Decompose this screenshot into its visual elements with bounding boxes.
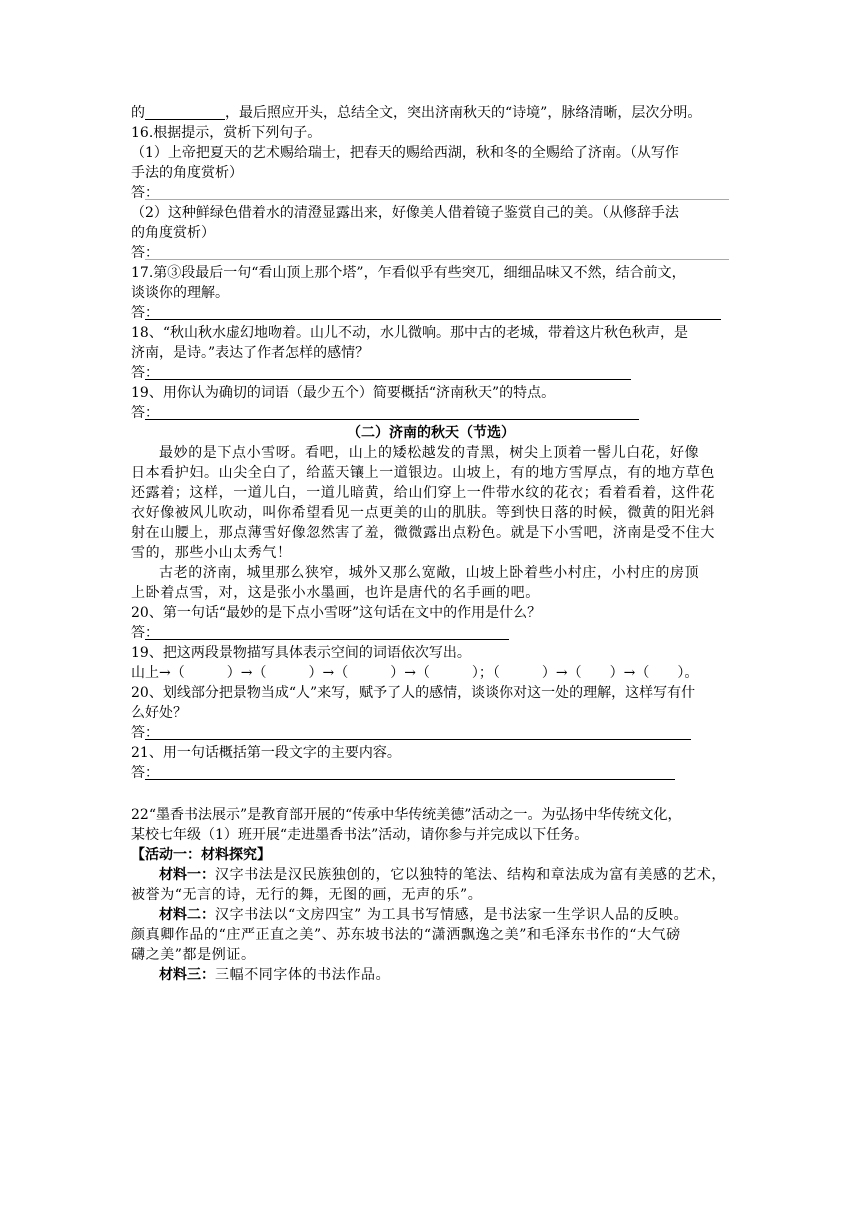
- activity-1-heading: 【活动一：材料探究】: [131, 847, 271, 863]
- answer-label: 答：: [131, 365, 159, 381]
- question-16-item1-line1: （1）上帝把夏天的艺术赐给瑞士，把春天的赐给西湖，秋和冬的全赐给了济南。（从写作: [131, 145, 679, 161]
- passage-p1-line: 衣好像被风儿吹动，叫你希望看见一点更美的山的肌肤。等到快日落的时候，微黄的阳光斜: [131, 505, 715, 521]
- question-20b-line2: 么好处？: [131, 705, 187, 721]
- material-2-label: 材料二：: [159, 907, 215, 923]
- question-17-line1: 17.第③段最后一句“看山顶上那个塔”，乍看似乎有些突兀，细细品味又不然，结合前文，: [131, 265, 686, 281]
- question-19a: 19、用你认为确切的词语（最少五个）简要概括“济南秋天”的特点。: [131, 385, 556, 401]
- answer-20b[interactable]: [131, 723, 731, 743]
- material-2-line3: 礴之美”都是例证。: [131, 947, 256, 963]
- question-19b-blanks[interactable]: 山上→（ ）→（ ）→（ ）→（ ）；（ ）→（ ）→（ ）。: [131, 665, 699, 681]
- continued-answer-line: [131, 103, 731, 123]
- question-16-item1-line2: 手法的角度赏析）: [131, 165, 243, 181]
- passage: [131, 443, 731, 603]
- answer-rule: [145, 419, 639, 420]
- answer-21[interactable]: [131, 763, 731, 783]
- question-18-line2: 济南，是诗。”表达了作者怎样的感情？: [131, 345, 370, 361]
- answer-rule: [145, 779, 675, 780]
- answer-label: 答：: [131, 625, 159, 641]
- material-1-label: 材料一：: [159, 867, 215, 883]
- spacer: [131, 783, 731, 805]
- answer-18[interactable]: [131, 363, 731, 383]
- material-3-line1: [131, 965, 731, 985]
- passage-p2-line: 古老的济南，城里那么狭窄，城外又那么宽敞，山坡上卧着些小村庄，小村庄的房顶: [159, 565, 700, 581]
- answer-label: 答：: [131, 765, 159, 781]
- question-18-line1: 18、“秋山秋水虚幻地吻着。山儿不动，水儿微响。那中古的老城，带着这片秋色秋声，是: [131, 325, 688, 341]
- passage-p2-line: 上卧着点雪，对，这是张小水墨画，也许是唐代的名手画的吧。: [131, 585, 540, 601]
- passage-p1-line: 还露着；这样，一道儿白，一道儿暗黄，给山们穿上一件带水纹的花衣；看着看着，这件花: [131, 485, 715, 501]
- passage-p1-line: 日本看护妇。山尖全白了，给蓝天镶上一道银边。山坡上，有的地方雪厚点，有的地方草色: [131, 465, 715, 481]
- material-2-text: 汉字书法以“文房四宝” 为工具书写情感，是书法家一生学识人品的反映。: [215, 907, 689, 923]
- question-20a: 20、第一句话“最妙的是下点小雪呀”这句话在文中的作用是什么？: [131, 605, 542, 621]
- fill-blank[interactable]: [145, 105, 225, 120]
- question-22-line2: 某校七年级（1）班开展“走进墨香书法”活动，请你参与并完成以下任务。: [131, 827, 589, 843]
- question-22-line1: 22“墨香书法展示”是教育部开展的“传承中华传统美德”活动之一。为弘扬中华传统文化，: [131, 807, 682, 823]
- question-16-item2-line1: （2）这种鲜绿色借着水的清澄显露出来，好像美人借着镜子鉴赏自己的美。（从修辞手法: [131, 205, 679, 221]
- question-21: 21、用一句话概括第一段文字的主要内容。: [131, 745, 401, 761]
- material-2-line2: 颜真卿作品的“庄严正直之美”、苏东坡书法的“潇洒飘逸之美”和毛泽东书作的“大气磅: [131, 927, 681, 943]
- section-2-title: （二）济南的秋天（节选）: [347, 425, 515, 441]
- question-16-item2-line2: 的角度赏析）: [131, 225, 215, 241]
- answer-19a[interactable]: [131, 403, 731, 423]
- answer-label: 答：: [131, 185, 159, 201]
- question-19b: 19、把这两段景物描写具体表示空间的词语依次写出。: [131, 645, 471, 661]
- answer-rule: [145, 259, 729, 260]
- answer-17[interactable]: [131, 303, 731, 323]
- answer-rule: [145, 319, 721, 320]
- passage-p1-line: 雪的，那些小山太秀气！: [131, 545, 292, 561]
- answer-label: 答：: [131, 305, 159, 321]
- question-20b-line1: 20、划线部分把景物当成“人”来写，赋予了人的感情，谈谈你对这一处的理解，这样写有什: [131, 685, 696, 701]
- line-suffix: ，最后照应开头，总结全文，突出济南秋天的“诗境”，脉络清晰，层次分明。: [225, 105, 702, 121]
- answer-20a[interactable]: [131, 623, 731, 643]
- answer-rule: [145, 379, 631, 380]
- material-3-label: 材料三：: [159, 967, 215, 983]
- material-3-text: 三幅不同字体的书法作品。: [215, 967, 391, 983]
- material-1-line1: [131, 865, 731, 885]
- answer-label: 答：: [131, 245, 159, 261]
- answer-label: 答：: [131, 725, 159, 741]
- answer-16-1[interactable]: [131, 183, 731, 203]
- answer-rule: [145, 739, 691, 740]
- question-16-title: 16.根据提示，赏析下列句子。: [131, 125, 322, 141]
- material-1-line2: 被誉为“无言的诗，无行的舞，无图的画，无声的乐”。: [131, 887, 483, 903]
- answer-16-2[interactable]: [131, 243, 731, 263]
- material-1-text: 汉字书法是汉民族独创的，它以独特的笔法、结构和章法成为富有美感的艺术，: [215, 867, 726, 883]
- line-prefix: 的: [131, 105, 145, 121]
- passage-p1-line: 最妙的是下点小雪呀。看吧，山上的矮松越发的青黑，树尖上顶着一髻儿白花，好像: [159, 445, 700, 461]
- answer-rule: [145, 199, 729, 200]
- document-content: [131, 103, 731, 985]
- material-2-line1: [131, 905, 731, 925]
- passage-p1-line: 射在山腰上，那点薄雪好像忽然害了羞，微微露出点粉色。就是下小雪吧，济南是受不住大: [131, 525, 715, 541]
- question-17-line2: 谈谈你的理解。: [131, 285, 229, 301]
- answer-label: 答：: [131, 405, 159, 421]
- answer-rule: [145, 639, 509, 640]
